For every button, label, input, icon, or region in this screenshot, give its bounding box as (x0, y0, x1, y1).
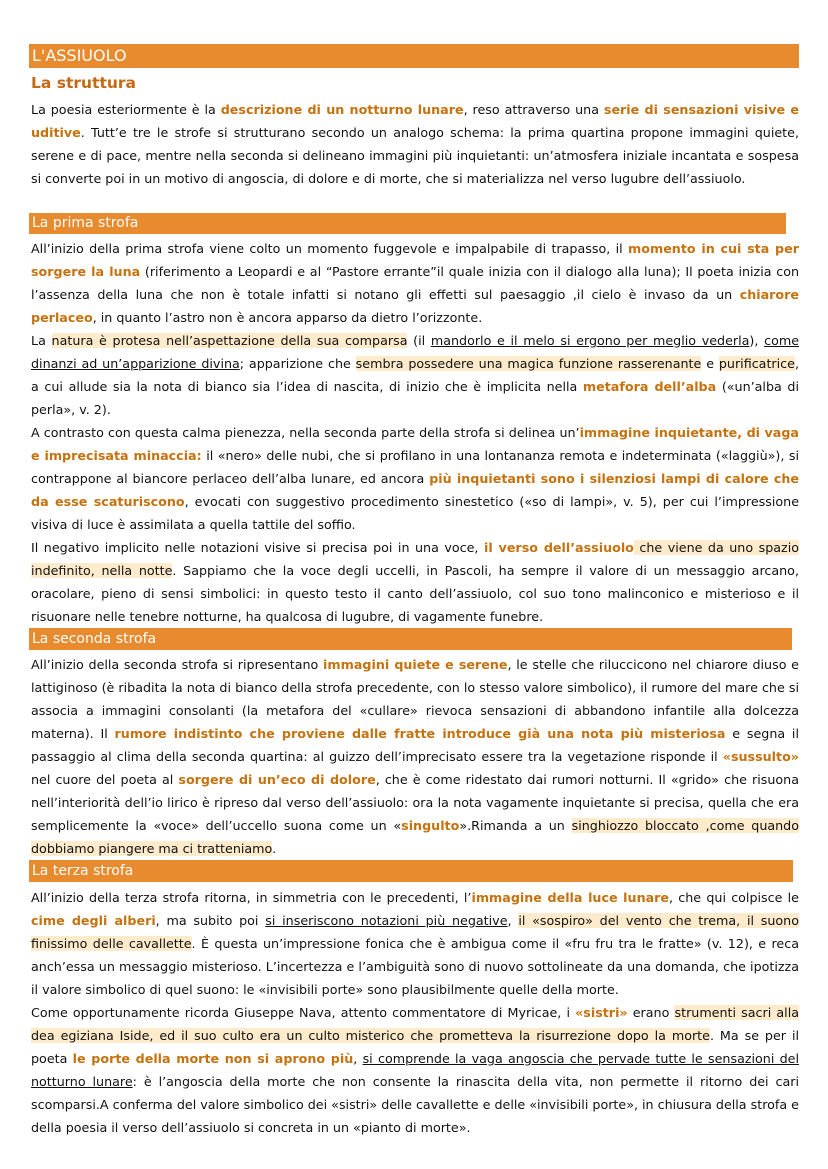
bold-phrase: cime degli alberi (31, 913, 156, 928)
text-run: erano (627, 1005, 675, 1020)
bold-phrase: immagine della luce lunare (471, 890, 670, 905)
underlined-phrase: come dinanzi ad un’apparizione divina (31, 333, 799, 371)
highlighted-phrase: il «sospiro» del vento che trema, il suono finissimo delle cavallette (31, 913, 799, 951)
text-run: Il negativo implicito nelle notazioni visive si precisa poi in una voce, (31, 540, 484, 555)
bold-phrase: sorgere di un’eco di dolore (178, 772, 376, 787)
bold-phrase: singulto (401, 818, 460, 833)
text-run: , che qui colpisce le (669, 890, 799, 905)
highlighted-phrase: sembra possedere una magica funzione rasserenante (355, 356, 702, 371)
text-run: e (701, 356, 719, 371)
section-header-first-strophe: La prima strofa (29, 213, 786, 234)
highlighted-phrase: singhiozzo bloccato ,come quando dobbiamo piangere ma ci tratteniamo (31, 818, 799, 856)
underlined-phrase: si inseriscono notazioni più negative (265, 913, 508, 928)
text-run: , (507, 913, 519, 928)
bold-phrase: descrizione di un notturno lunare (220, 102, 464, 117)
bold-phrase: momento in cui sta per sorgere la luna (31, 241, 799, 279)
text-run: il «nero» delle nubi, che si profilano in una lontananza remota e indeterminata («laggiù»), si contrappone al biancore perlaceo dell’alba lunare, ed ancora (31, 448, 799, 486)
text-run: ».Rimanda a un (459, 818, 572, 833)
text-run: ; apparizione che (239, 356, 356, 371)
bold-phrase: metafora dell’alba (582, 379, 717, 394)
text-run: , (353, 1051, 363, 1066)
bold-phrase: più inquietanti sono i silenziosi lampi di calore che da esse scaturiscono (31, 471, 799, 509)
section-header-second-strophe: La seconda strofa (29, 628, 792, 650)
text-run: . (272, 841, 277, 856)
section-subtitle: La struttura (31, 74, 137, 92)
underlined-phrase: si comprende la vaga angoscia che pervade tutte le sensazioni del notturno lunare (31, 1051, 800, 1089)
text-run: All’inizio della terza strofa ritorna, in simmetria con le precedenti, l’ (31, 890, 472, 905)
bold-phrase: immagini quiete e serene (323, 657, 508, 672)
bold-phrase: «sistri» (575, 1005, 628, 1020)
text-run: . Sappiamo che la voce degli uccelli, in Pascoli, ha sempre il valore di un messaggio arcano, oracolare, pieno di sensi simbolici: in questo testo il canto dell’assiuolo, col suo tono malinconico e misterioso e il risuonare nelle tenebre notturne, ha qualcosa di lugubre, di vagamente funebre. (31, 563, 799, 624)
bold-phrase: chiarore perlaceo (31, 287, 799, 325)
paragraph-third-strophe (31, 886, 799, 1139)
bold-phrase: rumore indistinto che proviene dalle fratte introduce già una nota più misteriosa (114, 726, 726, 741)
text-run: , reso attraverso una (463, 102, 604, 117)
bold-phrase: immagine inquietante, di vaga e imprecisata minaccia: (31, 425, 799, 463)
text-run: , che è come ridestato dai rumori notturni. Il «grido» che risuona nell’interiorità dell’io lirico è ripreso dal verso dell’assiuolo: ora la nota vagamente inquietante si precisa, quella che era semplicemente la «voce» dell’uccello suona come un « (31, 772, 800, 833)
text-run: All’inizio della prima strofa viene colto un momento fuggevole e impalpabile di trapasso, il (31, 241, 629, 256)
text-run: , le stelle che riluccicono nel chiarore diuso e lattiginoso (è ribadita la nota di bianco della strofa precedente, con lo stesso valore simbolico), il rumore del mare che si associa a immagini consolanti (la metafora del «cullare» rievoca sensazioni di abbandono infantile alla dolcezza materna). Il (31, 657, 799, 741)
underlined-phrase: mandorlo e il melo si ergono per meglio vederla (430, 333, 750, 348)
text-run: , a cui allude sia la nota di bianco sia l’idea di nascita, di inizio che è implicita nella (31, 356, 799, 394)
text-run: (riferimento a Leopardi e al “Pastore errante”il quale inizia con il dialogo alla luna); Il poeta inizia con l’assenza della luna che non è totale infatti si notano gli effetti sul paesaggio ,il cielo è invaso da un (31, 264, 799, 302)
text-run: , in quanto l’astro non è ancora apparso da dietro l’orizzonte. (92, 310, 483, 325)
highlighted-phrase: natura è protesa nell’aspettazione della sua comparsa (51, 333, 408, 348)
text-run: Come opportunamente ricorda Giuseppe Nava, attento commentatore di Myricae, i (31, 1005, 576, 1020)
highlighted-phrase: che viene da uno spazio indefinito, nella notte (31, 540, 799, 578)
section-header-third-strophe: La terza strofa (29, 860, 793, 882)
text-run: e segna il passaggio al clima della seconda quartina: al guizzo dell’imprecisato essere tra la vegetazione risponde il (31, 726, 799, 764)
text-run: (il (407, 333, 431, 348)
text-run: , ma subito poi (155, 913, 266, 928)
text-run: : è l’angoscia della morte che non consente la rinascita della vita, non permette il ritorno dei cari scomparsi.A conferma del valore simbolico dei «sistri» delle cavallette e delle «invisibili porte», in chiusura della strofa e della poesia il verso dell’assiuolo si concreta in un «pianto di morte». (31, 1074, 799, 1135)
text-run: , evocati con suggestivo procedimento sinestetico («so di lampi», v. 5), per cui l’impressione visiva di luce è assimilata a quella tattile del soffio. (31, 494, 799, 532)
text-run: nel cuore del poeta al (31, 772, 179, 787)
text-run: . Tutt’e tre le strofe si strutturano secondo un analogo schema: la prima quartina propone immagini quiete, serene e di pace, mentre nella seconda si delineano immagini più inquietanti: un’atmosfera iniziale incantata e sospesa si converte poi in un motivo di angoscia, di dolore e di morte, che si materializza nel verso lugubre dell’assiuolo. (31, 125, 799, 186)
text-run: . È questa un’impressione fonica che è ambigua come il «fru fru tra le fratte» (v. 12), e reca anch’essa un messaggio misterioso. L’incertezza e l’ambiguità sono di nuovo sottolineate da una domanda, che ipotizza il valore simbolico di quel suono: le «invisibili porte» sono plausibilmente quelle della morte. (31, 936, 799, 997)
text-run: All’inizio della seconda strofa si ripresentano (31, 657, 324, 672)
paragraph-second-strophe (31, 653, 799, 860)
document-title: L'ASSIUOLO (29, 44, 799, 68)
paragraph-structure (31, 98, 799, 190)
bold-phrase: serie di sensazioni visive e uditive (31, 102, 800, 140)
highlighted-phrase: purificatrice (718, 356, 795, 371)
highlighted-phrase: strumenti sacri alla dea egiziana Iside, ed il suo culto era un culto misterico che prometteva la risurrezione dopo la morte (31, 1005, 799, 1043)
text-run: («un’alba di perla», v. 2). (31, 379, 799, 417)
text-run: La (31, 333, 52, 348)
paragraph-first-strophe (31, 237, 799, 628)
bold-phrase: le porte della morte non si aprono più (72, 1051, 354, 1066)
bold-phrase: il verso dell’assiuolo (483, 540, 634, 555)
text-run: La poesia esteriormente è la (31, 102, 221, 117)
bold-phrase: «sussulto» (722, 749, 799, 764)
text-run: ), (749, 333, 765, 348)
text-run: . Ma se per il poeta (31, 1028, 799, 1066)
text-run: A contrasto con questa calma pienezza, nella seconda parte della strofa si delinea un’ (31, 425, 580, 440)
